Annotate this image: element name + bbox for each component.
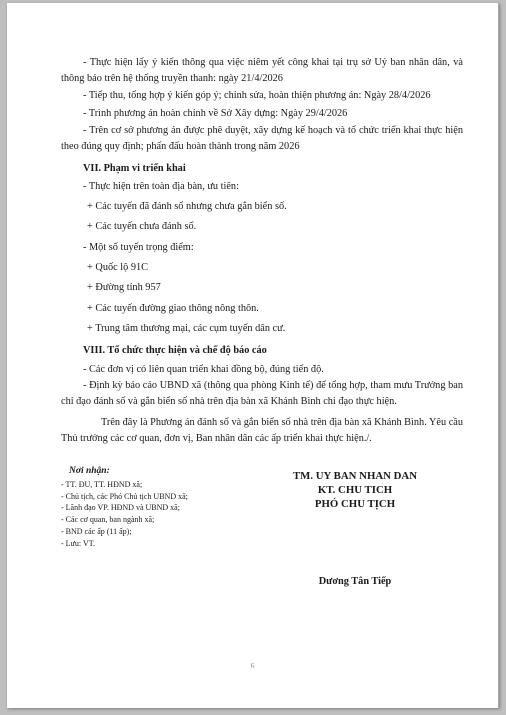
recipient-item: - BND các ấp (11 ấp); — [61, 526, 132, 536]
page-number: 6 — [250, 661, 255, 670]
recipient-item: - Chủ tịch, các Phó Chủ tịch UBND xã; — [61, 491, 188, 501]
schedule-item: - Thực hiện lấy ý kiến thông qua việc niêm yết công khai tại trụ sở Uỷ ban nhân dân, và thông báo trên hệ thống truyền thanh: ngày 21/4/2026 — [61, 57, 463, 84]
signature-line-2: KT. CHU TICH — [317, 484, 393, 497]
implementation-item: - Định kỳ báo cáo UBND xã (thông qua phòng Kinh tế) để tổng hợp, tham mưu Trưởng ban chỉ đạo đánh số và gắn biển số nhà trên địa bàn xã Khánh Bình chỉ đạo thực hiện. — [61, 380, 463, 407]
signer-name: Dương Tân Tiếp — [318, 576, 392, 587]
recipient-item: - TT. ĐU, TT. HĐND xã; — [61, 479, 143, 489]
document-page — [7, 3, 499, 708]
signature-line-3: PHÓ CHU TỊCH — [314, 498, 396, 511]
recipient-item: - Các cơ quan, ban ngành xã; — [61, 515, 155, 525]
route-item: + Đường tỉnh 957 — [87, 282, 161, 294]
key-routes-label: - Một số tuyến trọng điểm: — [83, 241, 194, 253]
route-item: + Quốc lộ 91C — [87, 261, 149, 273]
recipient-item: - Lưu: VT. — [61, 538, 96, 548]
signature-block — [255, 469, 455, 512]
schedule-item: - Tiếp thu, tổng hợp ý kiến góp ý; chỉnh sửa, hoàn thiện phương án: Ngày 28/4/2026 — [83, 90, 431, 102]
priority-item: + Các tuyến đã đánh số nhưng chưa gắn biển số. — [87, 200, 287, 212]
route-item: + Các tuyến đường giao thông nông thôn. — [87, 302, 259, 314]
implementation-item: - Các đơn vị có liên quan triển khai đồng bộ, đúng tiến độ. — [83, 363, 324, 375]
route-item: + Trung tâm thương mại, các cụm tuyến dân cư. — [87, 323, 286, 335]
document-body — [61, 55, 463, 446]
schedule-item: - Trình phương án hoàn chỉnh về Sở Xây dựng: Ngày 29/4/2026 — [83, 107, 348, 119]
recipient-item: - Lãnh đạo VP. HĐND và UBND xã; — [61, 503, 180, 513]
priority-item: + Các tuyến chưa đánh số. — [87, 221, 197, 233]
section-8-heading: VIII. Tổ chức thực hiện và chế độ báo cáo — [83, 344, 267, 356]
recipients-title: Nơi nhận: — [69, 466, 110, 476]
recipients-block — [61, 466, 251, 550]
section-7-heading: VII. Phạm vi triển khai — [83, 162, 186, 174]
schedule-item: - Trên cơ sở phương án được phê duyệt, xây dựng kế hoạch và tổ chức triển khai thực hiện theo đúng quy định; phấn đấu hoàn thành trong năm 2026 — [61, 125, 463, 152]
signature-line-1: TM. UY BAN NHAN DAN — [292, 470, 418, 482]
closing-paragraph: Trên đây là Phương án đánh số và gắn biển số nhà trên địa bàn xã Khánh Bình. Yêu cầu Thủ trưởng các cơ quan, đơn vị, Ban nhân dân các ấp triển khai thực hiện./. — [61, 417, 463, 444]
scope-all-area: - Thực hiện trên toàn địa bàn, ưu tiên: — [83, 181, 239, 193]
